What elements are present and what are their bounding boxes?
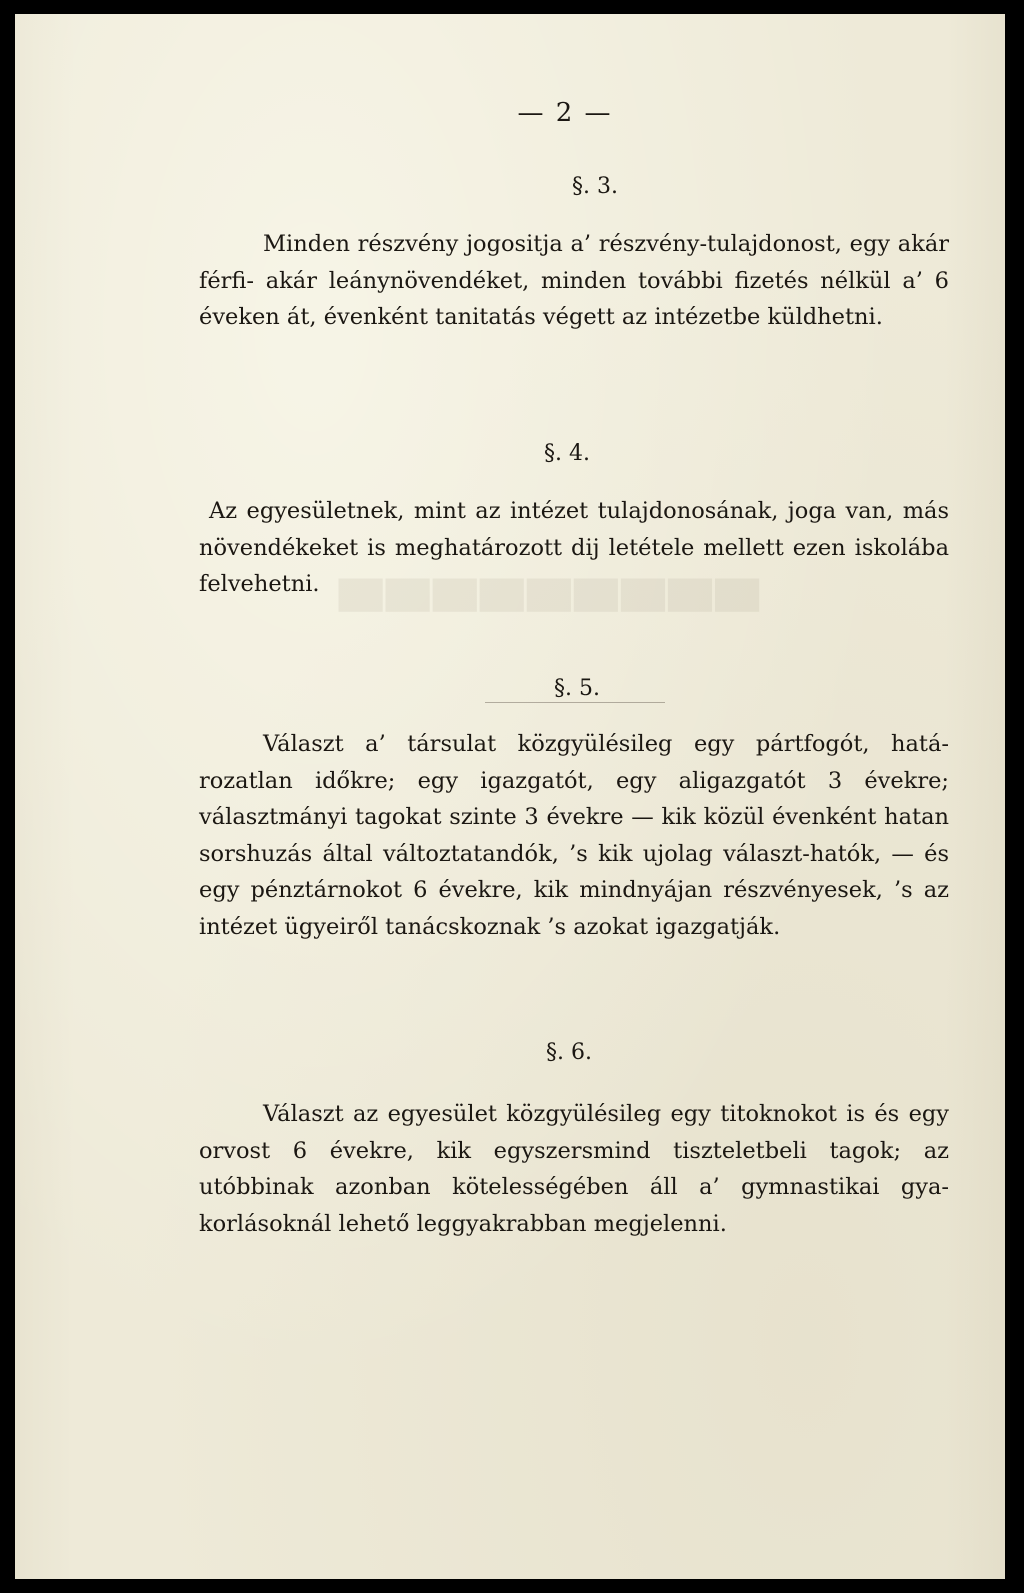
page-number: — 2 — [517,98,613,128]
section-text-4: Az egyesületnek, mint az intézet tulajdonosának, joga van, más növendékeket is meghatározott dij letétele mellett ezen iskolába felvehetni. [199,498,949,597]
section-paragraph-4 [199,493,949,603]
section-heading-3: §. 3. [572,174,618,199]
page-frame [6,5,1013,1587]
section-paragraph-6 [199,1096,949,1242]
section-text-3: Minden részvény jogositja a’ részvény-tulajdonost, egy akár férfi- akár leánynövendéket, minden további fizetés nélkül a’ 6 éveken át, évenként tanitatás végett az intézetbe küldhetni. [199,231,949,330]
section-text-6: Választ az egyesület közgyülésileg egy titoknokot is és egy orvost 6 évekre, kik egyszersmind tiszteletbeli tagok; az utóbbinak azonban kötelességében áll a’ gymnastikai gya-korlásoknál lehető leggyakrabban megjelenni. [199,1101,949,1237]
section-paragraph-3 [199,226,949,336]
section-heading-5: §. 5. [554,676,600,701]
section-rule [485,702,665,703]
section-text-5: Választ a’ társulat közgyülésileg egy pártfogót, hatá-rozatlan időkre; egy igazgatót, egy aligazgatót 3 évekre; választmányi tagokat szinte 3 évekre — kik közül évenként hatan sorshuzás által változtatandók, ’s kik ujolag választ-hatók, — és egy pénztárnokot 6 évekre, kik mindnyájan részvényesek, ’s az intézet ügyeiről tanácskoznak ’s azokat igazgatják. [199,731,949,940]
section-paragraph-5 [199,726,949,945]
bleed-through-shadow: ▀▀▀▀▀▀▀▀▀ [335,579,759,645]
section-heading-6: §. 6. [546,1040,592,1065]
section-heading-4: §. 4. [544,441,590,466]
paper-page [15,14,1005,1579]
